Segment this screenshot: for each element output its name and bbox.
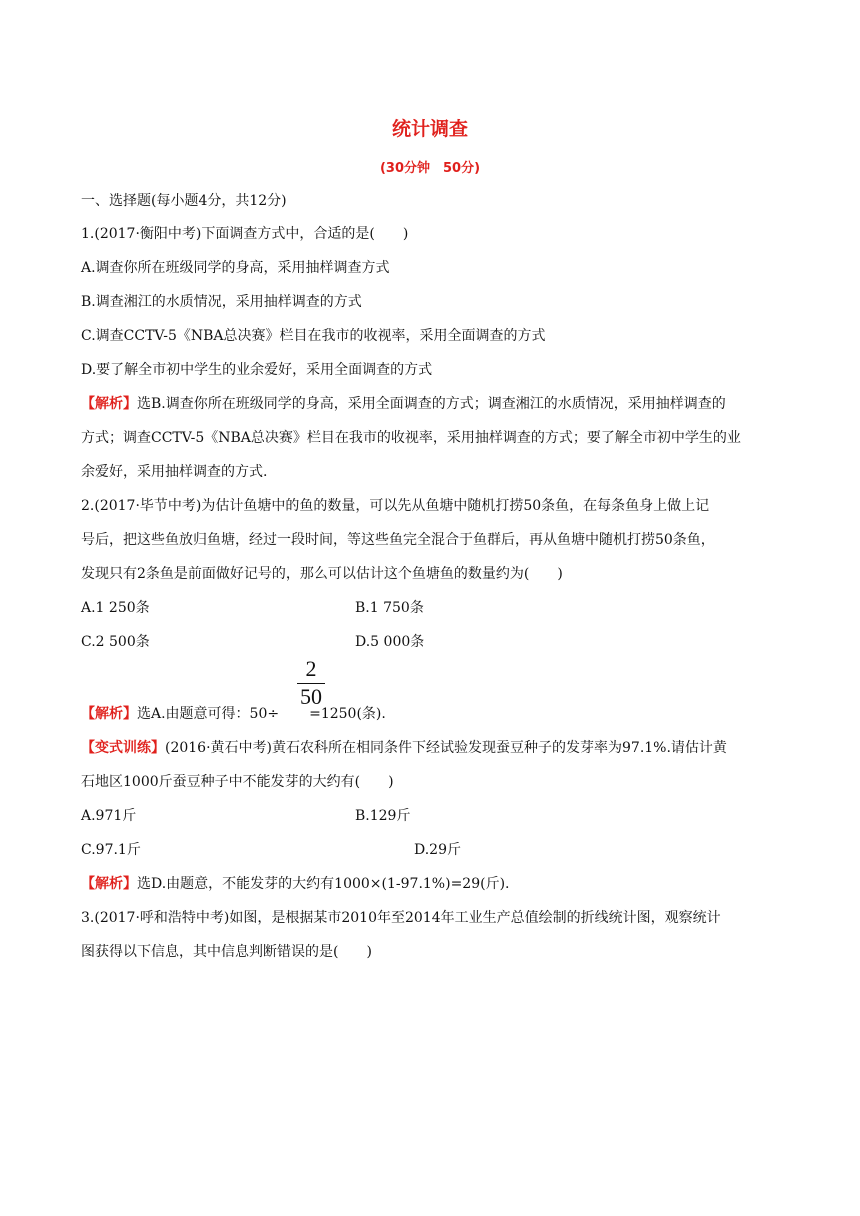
variant-tag: 【变式训练】 (81, 740, 165, 756)
fraction-denominator: 50 (300, 684, 322, 709)
q1-option-d: D.要了解全市初中学生的业余爱好，采用全面调查的方式 (81, 362, 433, 378)
q1-option-b: B.调查湘江的水质情况，采用抽样调查的方式 (81, 294, 362, 310)
q2-option-b: B.1 750条 (355, 600, 424, 616)
variant-stem-line-1 (81, 737, 727, 757)
q2-explanation-tag: 【解析】 (81, 706, 137, 722)
q2-option-c: C.2 500条 (81, 634, 150, 650)
page-subtitle: (30分钟 50分) (379, 161, 481, 176)
q2-stem-line-3: 发现只有2条鱼是前面做好记号的，那么可以估计这个鱼塘鱼的数量约为( ) (81, 566, 563, 582)
q2-fraction (297, 658, 325, 708)
q3-stem-line-2: 图获得以下信息，其中信息判断错误的是( ) (81, 944, 372, 960)
q3-stem-line-1: 3.(2017·呼和浩特中考)如图，是根据某市2010年至2014年工业生产总值绘制的折线统计图，观察统计 (81, 910, 721, 926)
variant-option-c: C.97.1斤 (81, 842, 141, 858)
q1-stem: 1.(2017·衡阳中考)下面调查方式中，合适的是( ) (81, 226, 409, 242)
q2-stem-line-2: 号后，把这些鱼放归鱼塘，经过一段时间，等这些鱼完全混合于鱼群后，再从鱼塘中随机打捞50条鱼， (81, 532, 715, 548)
q1-explanation-line-2: 方式；调查CCTV-5《NBA总决赛》栏目在我市的收视率，采用抽样调查的方式；要了解全市初中学生的业 (81, 430, 741, 446)
q2-explanation (81, 703, 386, 723)
variant-explanation-text: 选D.由题意，不能发芽的大约有1000×(1-97.1%)=29(斤). (137, 876, 510, 892)
q1-explanation-tag: 【解析】 (81, 396, 137, 412)
q2-explanation-pre: 选A.由题意可得：50÷ (137, 706, 280, 722)
variant-explanation (81, 873, 510, 893)
variant-stem-line-2: 石地区1000斤蚕豆种子中不能发芽的大约有( ) (81, 774, 394, 790)
q1-option-c: C.调查CCTV-5《NBA总决赛》栏目在我市的收视率，采用全面调查的方式 (81, 328, 546, 344)
q1-explanation-line-3: 余爱好，采用抽样调查的方式. (81, 464, 268, 480)
q2-stem-line-1: 2.(2017·毕节中考)为估计鱼塘中的鱼的数量，可以先从鱼塘中随机打捞50条鱼，在每条鱼身上做上记 (81, 498, 710, 514)
section-heading: 一、选择题(每小题4分，共12分) (81, 193, 287, 209)
q1-option-a: A.调查你所在班级同学的身高，采用抽样调查方式 (81, 260, 390, 276)
q2-option-d: D.5 000条 (355, 634, 425, 650)
variant-option-d: D.29斤 (414, 842, 461, 858)
variant-explanation-tag: 【解析】 (81, 876, 137, 892)
q1-explanation-text-1: 选B.调查你所在班级同学的身高，采用全面调查的方式；调查湘江的水质情况，采用抽样调查的 (137, 396, 726, 412)
q2-explanation-post: =1250(条). (309, 706, 386, 722)
q1-explanation-line-1 (81, 393, 726, 413)
variant-option-b: B.129斤 (355, 808, 411, 824)
fraction-numerator: 2 (305, 656, 317, 681)
variant-stem-text-1: (2016·黄石中考)黄石农科所在相同条件下经试验发现蚕豆种子的发芽率为97.1%.请估计黄 (165, 740, 727, 756)
variant-option-a: A.971斤 (81, 808, 137, 824)
q2-option-a: A.1 250条 (81, 600, 150, 616)
page-title: 统计调查 (391, 118, 468, 140)
